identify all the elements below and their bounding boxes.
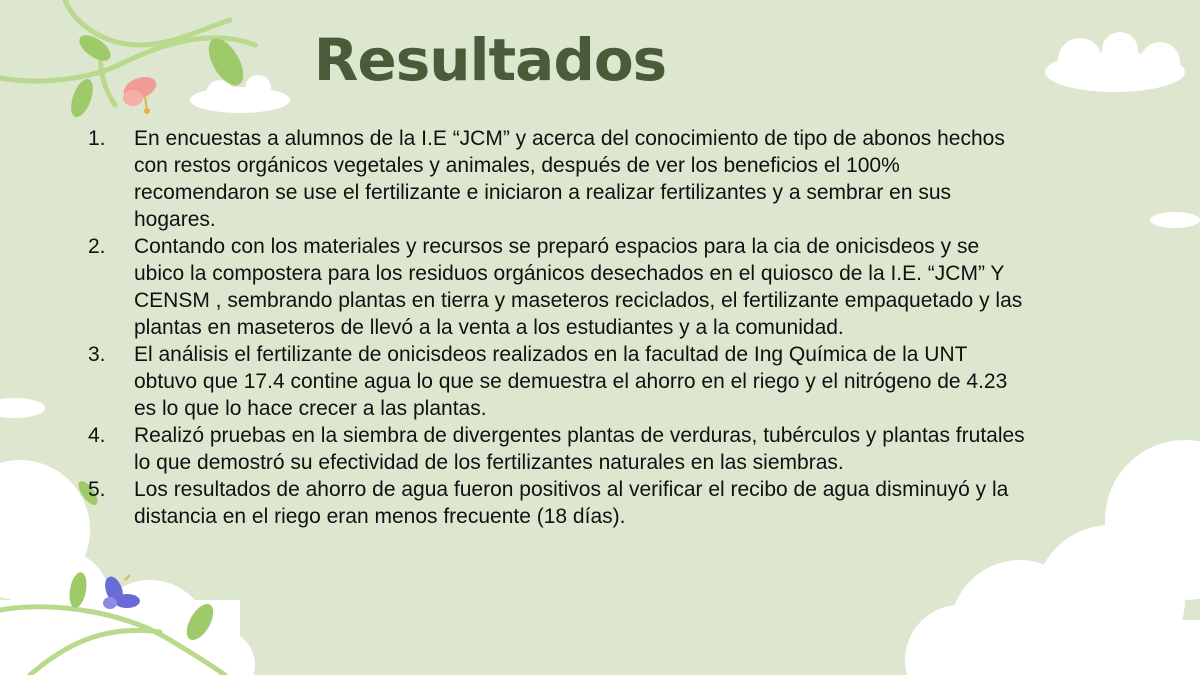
list-item-number: 3. [88, 343, 106, 366]
list-item-number: 4. [88, 424, 106, 447]
list-item-number: 1. [88, 127, 106, 150]
cloud-small-left-icon [0, 398, 45, 418]
list-item-text: En encuestas a alumnos de la I.E “JCM” y acerca del conocimiento de tipo de abonos hechos con restos orgánicos vegetales y animales, después de ver los beneficios el 100% recomendaron se use el fertilizante e iniciaron a realizar fertilizantes y a sembrar en sus hogares. [134, 127, 1005, 231]
list-item-text: Los resultados de ahorro de agua fueron positivos al verificar el recibo de agua disminuyó y la distancia en el riego eran menos frecuente (18 días). [134, 478, 1009, 528]
cloud-top-right-icon [1045, 32, 1185, 92]
list-item [88, 422, 1028, 476]
list-item-number: 5. [88, 478, 106, 501]
results-list [88, 125, 1028, 530]
list-item [88, 233, 1028, 341]
list-item-number: 2. [88, 235, 106, 258]
list-item [88, 125, 1028, 233]
list-item [88, 476, 1028, 530]
page-title: Resultados [313, 26, 667, 94]
list-item-text: Contando con los materiales y recursos se preparó espacios para la cia de onicisdeos y se ubico la compostera para los residuos orgánicos desechados en el quiosco de la I.E. “JCM” Y CENSM , sembrando plantas en tierra y maseteros reciclados, el fertilizante empaquetado y las plantas en maseteros de llevó a la venta a los estudiantes y a la comunidad. [134, 235, 1023, 339]
list-item [88, 341, 1028, 422]
list-item-text: Realizó pruebas en la siembra de divergentes plantas de verduras, tubérculos y plantas frutales lo que demostró su efectividad de los fertilizantes naturales en las siembras. [134, 424, 1025, 474]
list-item-text: El análisis el fertilizante de onicisdeos realizados en la facultad de Ing Química de la UNT obtuvo que 17.4 contine agua lo que se demuestra el ahorro en el riego y el nitrógeno de 4.23 es lo que lo hace crecer a las plantas. [134, 343, 1008, 420]
cloud-small-right-icon [1150, 212, 1200, 228]
